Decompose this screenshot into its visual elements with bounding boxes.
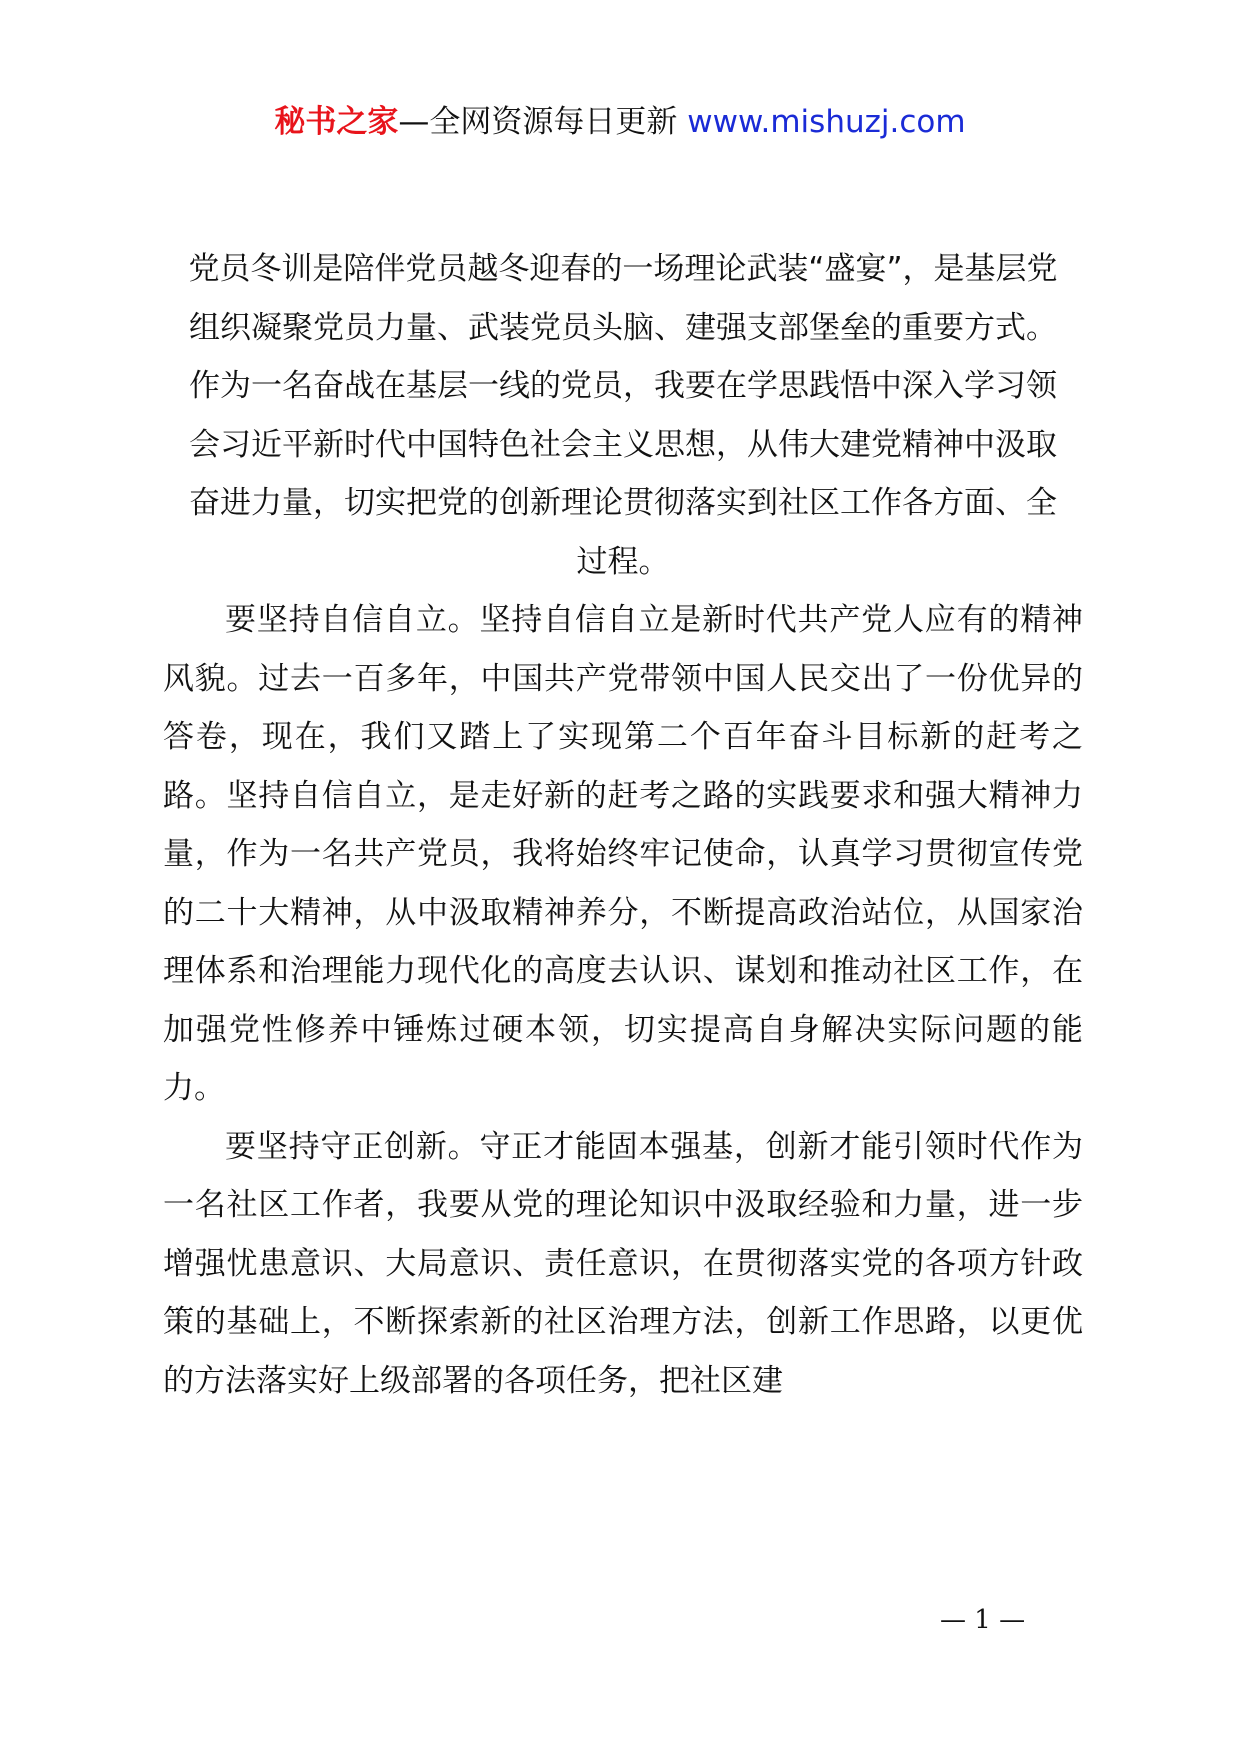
site-url-link[interactable]: www.mishuzj.com — [687, 104, 966, 140]
document-body — [163, 240, 1083, 1410]
body-paragraph: 要坚持自信自立。坚持自信自立是新时代共产党人应有的精神风貌。过去一百多年，中国共产党带领中国人民交出了一份优异的答卷，现在，我们又踏上了实现第二个百年奋斗目标新的赶考之路。坚持自信自立，是走好新的赶考之路的实践要求和强大精神力量，作为一名共产党员，我将始终牢记使命，认真学习贯彻宣传党的二十大精神，从中汲取精神养分，不断提高政治站位，从国家治理体系和治理能力现代化的高度去认识、谋划和推动社区工作，在加强党性修养中锤炼过硬本领，切实提高自身解决实际问题的能力。 — [163, 602, 1083, 1106]
site-header — [0, 98, 1240, 146]
site-brand: 秘书之家 — [274, 104, 399, 140]
intro-paragraph: 党员冬训是陪伴党员越冬迎春的一场理论武装“盛宴”，是基层党组织凝聚党员力量、武装党员头脑、建强支部堡垒的重要方式。作为一名奋战在基层一线的党员，我要在学思践悟中深入学习领会习近平新时代中国特色社会主义思想，从伟大建党精神中汲取奋进力量，切实把党的创新理论贯彻落实到社区工作各方面、全过程。 — [188, 251, 1058, 580]
body-paragraph: 要坚持守正创新。守正才能固本强基，创新才能引领时代作为一名社区工作者，我要从党的理论知识中汲取经验和力量，进一步增强忧患意识、大局意识、责任意识，在贯彻落实党的各项方针政策的基础上，不断探索新的社区治理方法，创新工作思路，以更优的方法落实好上级部署的各项任务，把社区建 — [163, 1128, 1083, 1399]
site-tagline: —全网资源每日更新 — [398, 104, 688, 140]
page-number: — 1 — — [940, 1605, 1026, 1635]
